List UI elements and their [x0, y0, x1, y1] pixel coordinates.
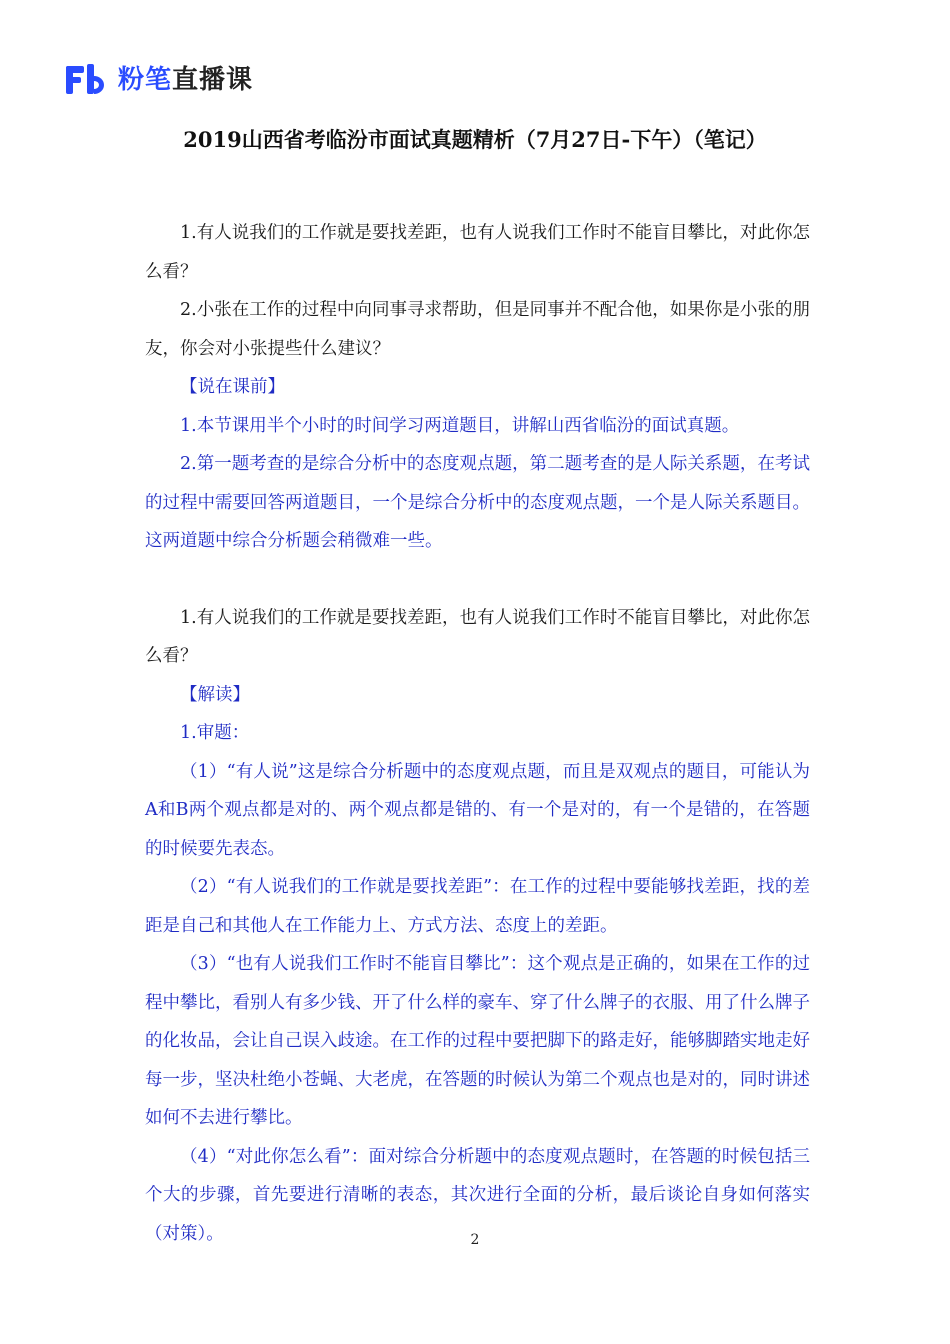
question-1: 1.有人说我们的工作就是要找差距，也有人说我们工作时不能盲目攀比，对此你怎么看？: [145, 223, 810, 282]
analysis-question: 1.有人说我们的工作就是要找差距，也有人说我们工作时不能盲目攀比，对此你怎么看？: [145, 607, 810, 666]
page-number: 2: [470, 1232, 480, 1248]
logo-brand: 粉笔: [118, 65, 173, 95]
logo-product: 直播课: [172, 65, 254, 95]
logo-text: [118, 60, 253, 100]
document-body: [145, 214, 810, 1253]
analysis-point-3: （3）“也有人说我们工作时不能盲目攀比”：这个观点是正确的，如果在工作的过程中攀比，看别人有多少钱、开了什么样的豪车、穿了什么牌子的衣服、用了什么牌子的化妆品，会让自己误入歧途。在工作的过程中要把脚下的路走好，能够脚踏实地走好每一步，坚决杜绝小苍蝇、大老虎，在答题的时候认为第二个观点也是对的，同时讲述如何不去进行攀比。: [145, 954, 810, 1128]
fb-logo-icon: [66, 64, 112, 96]
intro-paragraph-1: 1.本节课用半个小时的时间学习两道题目，讲解山西省临汾的面试真题。: [180, 415, 740, 436]
question-2: 2.小张在工作的过程中向同事寻求帮助，但是同事并不配合他，如果你是小张的朋友，你会对小张提些什么建议？: [145, 300, 810, 359]
intro-heading: 【说在课前】: [180, 377, 285, 397]
analysis-point-1: （1）“有人说”这是综合分析题中的态度观点题，而且是双观点的题目，可能认为A和B两个观点都是对的、两个观点都是错的、有一个是对的，有一个是错的，在答题的时候要先表态。: [145, 761, 810, 859]
section-spacer: [145, 561, 810, 599]
intro-paragraph-2: 2.第一题考查的是综合分析中的态度观点题，第二题考查的是人际关系题，在考试的过程中需要回答两道题目，一个是综合分析中的态度观点题，一个是人际关系题目。这两道题中综合分析题会稍微难一些。: [145, 454, 810, 551]
analysis-heading: 【解读】: [180, 684, 250, 705]
analysis-point-2: （2）“有人说我们的工作就是要找差距”：在工作的过程中要能够找差距，找的差距是自己和其他人在工作能力上、方式方法、态度上的差距。: [145, 877, 810, 936]
document-title: 2019山西省考临汾市面试真题精析（7月27日-下午）（笔记）: [183, 127, 767, 152]
analysis-step: 1.审题：: [180, 723, 250, 743]
analysis-point-4: （4）“对此你怎么看”：面对综合分析题中的态度观点题时，在答题的时候包括三个大的步骤，首先要进行清晰的表态，其次进行全面的分析，最后谈论自身如何落实（对策）。: [145, 1146, 810, 1244]
brand-logo: [66, 60, 253, 100]
